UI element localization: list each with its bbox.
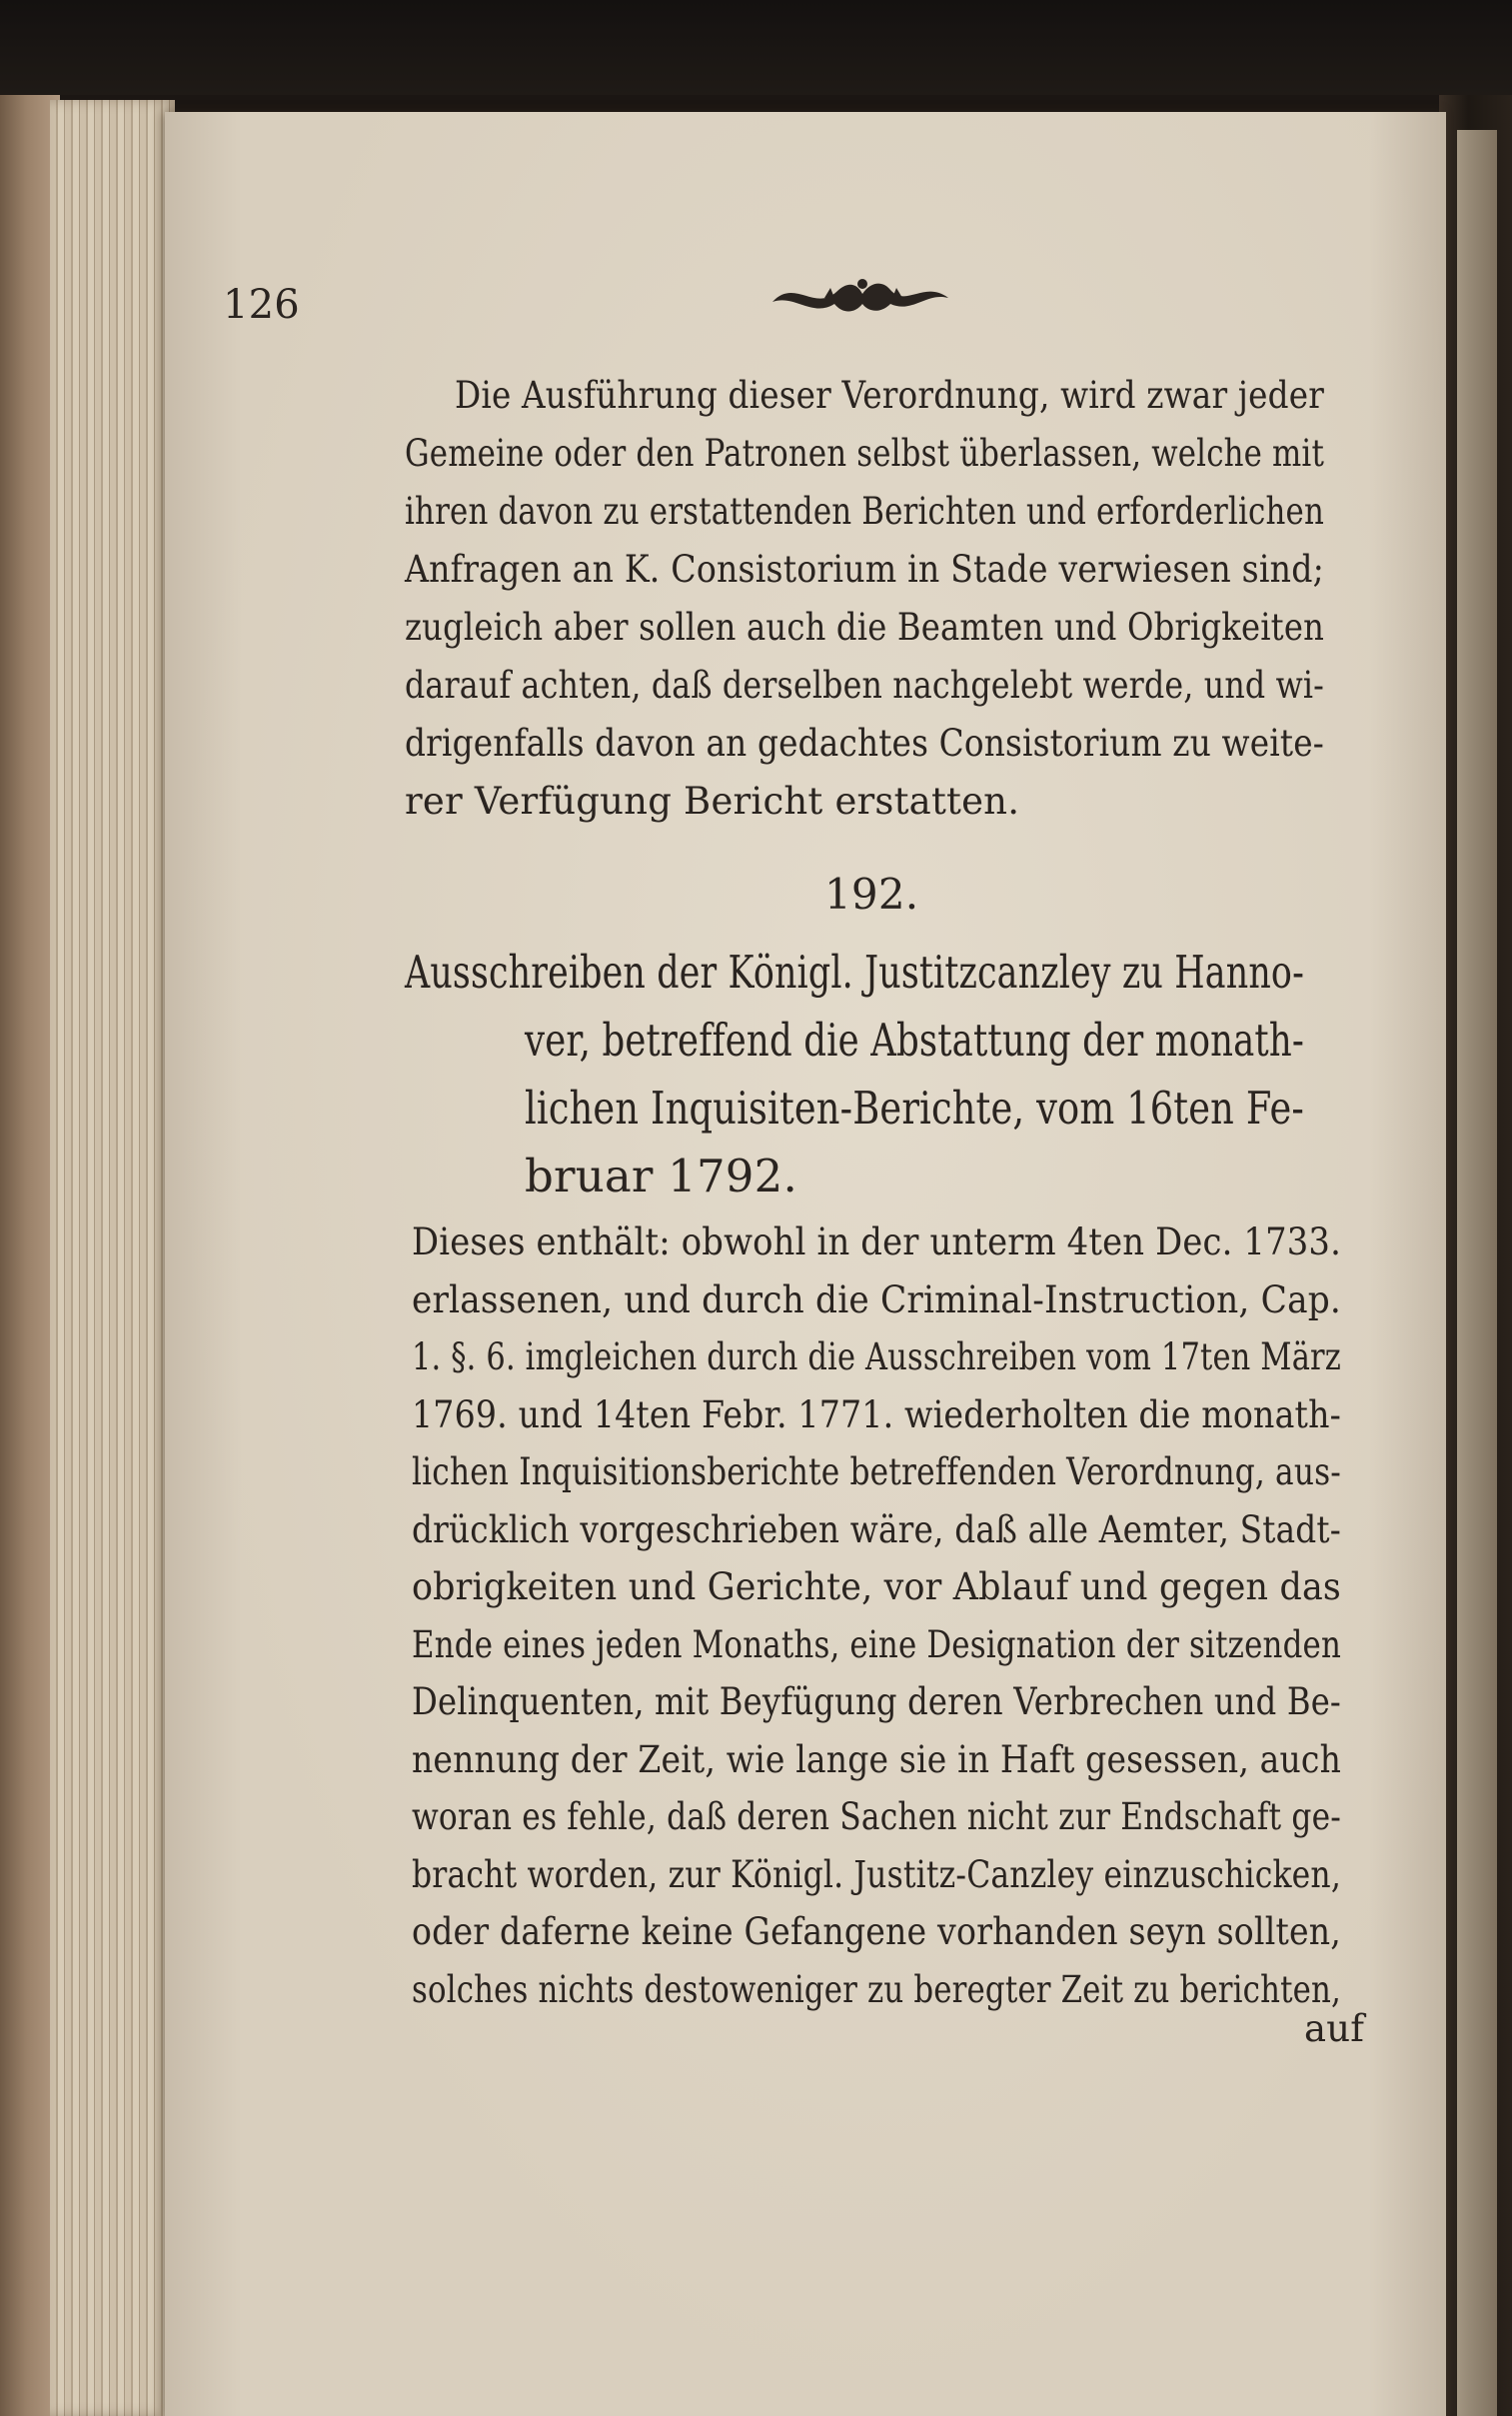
scan-top-band bbox=[0, 0, 1512, 95]
paragraph-2-line: erlassenen, und durch die Criminal-Instruction, Cap. bbox=[412, 1277, 1341, 1321]
paragraph-2-line: drücklich vorgeschrieben wäre, daß alle Aemter, Stadt- bbox=[412, 1507, 1341, 1551]
paragraph-2-line: woran es fehle, daß deren Sachen nicht zur Endschaft ge- bbox=[412, 1795, 1341, 1838]
paragraph-2-line: lichen Inquisitionsberichte betreffenden Verordnung, aus- bbox=[412, 1450, 1341, 1493]
paragraph-2-line: 1. §. 6. imgleichen durch die Ausschreiben vom 17ten März bbox=[412, 1335, 1341, 1378]
section-heading-line: ver, betreffend die Abstattung der monath- bbox=[525, 1014, 1304, 1067]
paragraph-2-line: 1769. und 14ten Febr. 1771. wiederholten die monath- bbox=[412, 1392, 1341, 1436]
paragraph-2-line: bracht worden, zur Königl. Justitz-Canzley einzuschicken, bbox=[412, 1852, 1341, 1896]
paragraph-1-line: Gemeine oder den Patronen selbst überlassen, welche mit bbox=[405, 432, 1324, 475]
paragraph-1-line: drigenfalls davon an gedachtes Consistorium zu weite- bbox=[405, 722, 1324, 765]
paragraph-1-line: Die Ausführung dieser Verordnung, wird zwar jeder bbox=[455, 374, 1324, 417]
paragraph-1-line: zugleich aber sollen auch die Beamten und Obrigkeiten bbox=[405, 606, 1324, 649]
section-number: 192. bbox=[824, 870, 919, 919]
paragraph-1-line: rer Verfügung Bericht erstatten. bbox=[405, 780, 1020, 823]
page-number: 126 bbox=[223, 282, 300, 328]
section-heading-line: bruar 1792. bbox=[525, 1150, 797, 1203]
paragraph-2-line: oder daferne keine Gefangene vorhanden seyn sollten, bbox=[412, 1910, 1341, 1953]
paragraph-2-line: Delinquenten, mit Beyfügung deren Verbrechen und Be- bbox=[412, 1680, 1341, 1723]
printer-ornament-icon bbox=[764, 268, 954, 328]
paragraph-2-line: obrigkeiten und Gerichte, vor Ablauf und gegen das bbox=[412, 1565, 1341, 1608]
paragraph-2-line: solches nichts destoweniger zu beregter Zeit zu berichten, bbox=[412, 1967, 1341, 2011]
catchword: auf bbox=[1304, 2007, 1365, 2050]
paragraph-1-line: Anfragen an K. Consistorium in Stade verwiesen sind; bbox=[405, 548, 1324, 591]
paragraph-1-line: darauf achten, daß derselben nachgelebt werde, und wi- bbox=[405, 664, 1324, 707]
paragraph-2-line: Dieses enthält: obwohl in der unterm 4ten Dec. 1733. bbox=[412, 1220, 1341, 1263]
paragraph-1-line: ihren davon zu erstattenden Berichten und erforderlichen bbox=[405, 490, 1324, 533]
facing-page-edge bbox=[1457, 130, 1497, 2416]
page-edges bbox=[50, 100, 175, 2416]
paragraph-2-line: Ende eines jeden Monaths, eine Designation der sitzenden bbox=[412, 1622, 1341, 1666]
section-heading-line: lichen Inquisiten-Berichte, vom 16ten Fe- bbox=[525, 1082, 1304, 1135]
section-heading-line: Ausschreiben der Königl. Justitzcanzley zu Hanno- bbox=[405, 946, 1304, 999]
paragraph-2-line: nennung der Zeit, wie lange sie in Haft gesessen, auch bbox=[412, 1737, 1341, 1781]
